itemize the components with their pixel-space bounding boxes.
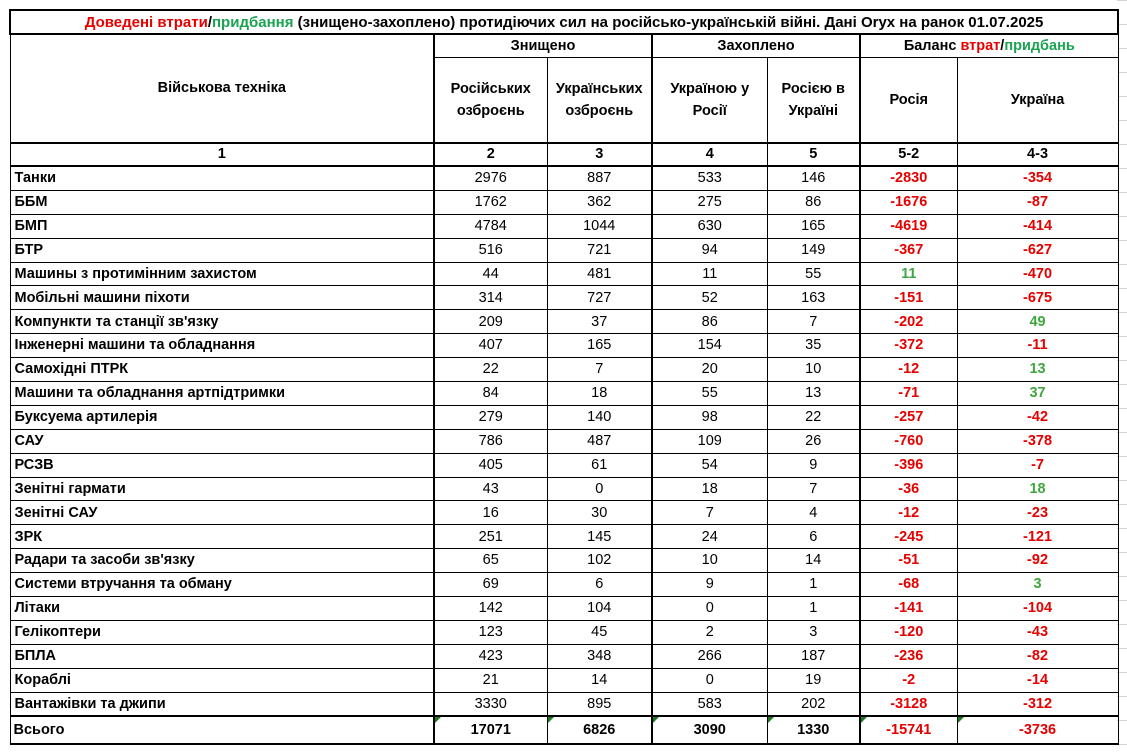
captured-by-ukraine: 275 [652, 190, 767, 214]
destroyed-russian: 44 [434, 262, 547, 286]
captured-by-russia: 6 [767, 525, 860, 549]
destroyed-ukrainian: 348 [547, 644, 652, 668]
destroyed-russian: 21 [434, 668, 547, 692]
destroyed-russian: 279 [434, 405, 547, 429]
balance-ukraine: -627 [957, 238, 1118, 262]
destroyed-russian: 69 [434, 573, 547, 597]
balance-ukraine: -7 [957, 453, 1118, 477]
destroyed-russian: 516 [434, 238, 547, 262]
balance-russia: -71 [860, 382, 957, 406]
destroyed-ukrainian: 30 [547, 501, 652, 525]
balance-russia: -1676 [860, 190, 957, 214]
destroyed-russian: 423 [434, 644, 547, 668]
destroyed-russian: 3330 [434, 692, 547, 716]
captured-by-ukraine: 154 [652, 334, 767, 358]
destroyed-russian: 786 [434, 429, 547, 453]
equipment-name: Зенітні САУ [10, 501, 434, 525]
destroyed-ukrainian: 165 [547, 334, 652, 358]
equipment-name: Самохідні ПТРК [10, 358, 434, 382]
balance-ukraine: -14 [957, 668, 1118, 692]
destroyed-ukrainian: 6 [547, 573, 652, 597]
captured-by-russia: 35 [767, 334, 860, 358]
destroyed-russian: 142 [434, 597, 547, 621]
destroyed-ukrainian: 6826 [547, 716, 652, 744]
captured-by-ukraine: 86 [652, 310, 767, 334]
balance-russia: -36 [860, 477, 957, 501]
balance-ukraine: 37 [957, 382, 1118, 406]
header-num-russia: 5-2 [860, 143, 957, 166]
balance-ukraine: 13 [957, 358, 1118, 382]
balance-russia: -120 [860, 620, 957, 644]
destroyed-ukrainian: 727 [547, 286, 652, 310]
equipment-name: Гелікоптери [10, 620, 434, 644]
destroyed-russian: 4784 [434, 214, 547, 238]
captured-by-russia: 163 [767, 286, 860, 310]
captured-by-russia: 3 [767, 620, 860, 644]
destroyed-russian: 251 [434, 525, 547, 549]
balance-acquisitions: придбань [1004, 37, 1075, 54]
balance-russia: -2830 [860, 166, 957, 190]
destroyed-ukrainian: 481 [547, 262, 652, 286]
balance-russia: -12 [860, 501, 957, 525]
captured-by-ukraine: 266 [652, 644, 767, 668]
balance-losses: втрат [960, 37, 1001, 54]
captured-by-russia: 149 [767, 238, 860, 262]
captured-by-ukraine: 9 [652, 573, 767, 597]
captured-by-russia: 19 [767, 668, 860, 692]
balance-russia: -257 [860, 405, 957, 429]
balance-russia: -202 [860, 310, 957, 334]
header-col2: Російських озброєнь [434, 58, 547, 144]
table-row [10, 525, 1118, 549]
captured-by-russia: 4 [767, 501, 860, 525]
table-title [10, 10, 1118, 34]
captured-by-ukraine: 2 [652, 620, 767, 644]
header-balance [860, 34, 1118, 58]
captured-by-russia: 1330 [767, 716, 860, 744]
balance-russia: -2 [860, 668, 957, 692]
losses-table [9, 9, 1119, 745]
table-row [10, 549, 1118, 573]
balance-russia: -151 [860, 286, 957, 310]
captured-by-russia: 14 [767, 549, 860, 573]
captured-by-ukraine: 98 [652, 405, 767, 429]
balance-ukraine: -23 [957, 501, 1118, 525]
captured-by-ukraine: 20 [652, 358, 767, 382]
balance-ukraine: -3736 [957, 716, 1118, 744]
destroyed-russian: 314 [434, 286, 547, 310]
captured-by-russia: 165 [767, 214, 860, 238]
equipment-name: БМП [10, 214, 434, 238]
balance-ukraine: -378 [957, 429, 1118, 453]
title-rest: (знищено-захоплено) протидіючих сил на російсько-українській війні. Дані Oryx на ранок 01.07.2025 [293, 13, 1044, 31]
destroyed-russian: 1762 [434, 190, 547, 214]
equipment-name: Літаки [10, 597, 434, 621]
balance-ukraine: -82 [957, 644, 1118, 668]
header-num4: 4 [652, 143, 767, 166]
balance-ukraine: 3 [957, 573, 1118, 597]
captured-by-russia: 10 [767, 358, 860, 382]
balance-russia: -245 [860, 525, 957, 549]
balance-russia: -4619 [860, 214, 957, 238]
equipment-name: Вантажівки та джипи [10, 692, 434, 716]
destroyed-russian: 65 [434, 549, 547, 573]
captured-by-ukraine: 24 [652, 525, 767, 549]
header-col-russia: Росія [860, 58, 957, 144]
table-row [10, 620, 1118, 644]
equipment-name: Компункти та станції зв'язку [10, 310, 434, 334]
destroyed-russian: 16 [434, 501, 547, 525]
captured-by-russia: 7 [767, 310, 860, 334]
equipment-name: Мобільні машини піхоти [10, 286, 434, 310]
destroyed-ukrainian: 14 [547, 668, 652, 692]
balance-russia: -68 [860, 573, 957, 597]
table-row [10, 453, 1118, 477]
balance-russia: -367 [860, 238, 957, 262]
destroyed-ukrainian: 140 [547, 405, 652, 429]
captured-by-ukraine: 55 [652, 382, 767, 406]
equipment-name: Буксуема артилерія [10, 405, 434, 429]
destroyed-ukrainian: 18 [547, 382, 652, 406]
balance-ukraine: -92 [957, 549, 1118, 573]
equipment-name: ЗРК [10, 525, 434, 549]
equipment-name: ББМ [10, 190, 434, 214]
header-num-ukraine: 4-3 [957, 143, 1118, 166]
table-row [10, 692, 1118, 716]
destroyed-ukrainian: 7 [547, 358, 652, 382]
captured-by-ukraine: 52 [652, 286, 767, 310]
captured-by-ukraine: 10 [652, 549, 767, 573]
title-losses: Доведені втрати [84, 13, 208, 31]
captured-by-ukraine: 7 [652, 501, 767, 525]
balance-russia: -236 [860, 644, 957, 668]
destroyed-russian: 43 [434, 477, 547, 501]
captured-by-ukraine: 18 [652, 477, 767, 501]
destroyed-ukrainian: 362 [547, 190, 652, 214]
captured-by-ukraine: 109 [652, 429, 767, 453]
table-row [10, 286, 1118, 310]
total-row [10, 716, 1118, 744]
captured-by-russia: 187 [767, 644, 860, 668]
header-col3: Українських озброєнь [547, 58, 652, 144]
equipment-name: Системи втручання та обману [10, 573, 434, 597]
captured-by-russia: 55 [767, 262, 860, 286]
balance-slash: / [1000, 37, 1005, 54]
balance-ukraine: -11 [957, 334, 1118, 358]
table-row [10, 405, 1118, 429]
destroyed-ukrainian: 887 [547, 166, 652, 190]
balance-ukraine: -121 [957, 525, 1118, 549]
captured-by-ukraine: 533 [652, 166, 767, 190]
captured-by-russia: 22 [767, 405, 860, 429]
balance-ukraine: -354 [957, 166, 1118, 190]
equipment-name: Радари та засоби зв'язку [10, 549, 434, 573]
balance-ukraine: 18 [957, 477, 1118, 501]
captured-by-ukraine: 94 [652, 238, 767, 262]
captured-by-ukraine: 0 [652, 668, 767, 692]
equipment-name: БТР [10, 238, 434, 262]
equipment-name: Кораблі [10, 668, 434, 692]
equipment-name: Танки [10, 166, 434, 190]
destroyed-ukrainian: 895 [547, 692, 652, 716]
balance-russia: 11 [860, 262, 957, 286]
header-col-ukraine: Україна [957, 58, 1118, 144]
captured-by-ukraine: 583 [652, 692, 767, 716]
destroyed-ukrainian: 61 [547, 453, 652, 477]
table-row [10, 644, 1118, 668]
table-row [10, 166, 1118, 190]
table-row [10, 573, 1118, 597]
captured-by-ukraine: 630 [652, 214, 767, 238]
balance-ukraine: -312 [957, 692, 1118, 716]
equipment-name: Всього [10, 716, 434, 744]
balance-ukraine: -470 [957, 262, 1118, 286]
header-num1: 1 [10, 143, 434, 166]
table-row [10, 358, 1118, 382]
destroyed-russian: 209 [434, 310, 547, 334]
balance-russia: -3128 [860, 692, 957, 716]
destroyed-ukrainian: 145 [547, 525, 652, 549]
destroyed-ukrainian: 1044 [547, 214, 652, 238]
captured-by-ukraine: 0 [652, 597, 767, 621]
destroyed-ukrainian: 0 [547, 477, 652, 501]
table-row [10, 190, 1118, 214]
equipment-name: Машини та обладнання артпідтримки [10, 382, 434, 406]
balance-ukraine: -675 [957, 286, 1118, 310]
table-row [10, 262, 1118, 286]
destroyed-russian: 405 [434, 453, 547, 477]
table-row [10, 238, 1118, 262]
destroyed-ukrainian: 37 [547, 310, 652, 334]
table-row [10, 334, 1118, 358]
balance-ukraine: 49 [957, 310, 1118, 334]
captured-by-russia: 1 [767, 597, 860, 621]
destroyed-russian: 407 [434, 334, 547, 358]
destroyed-ukrainian: 45 [547, 620, 652, 644]
header-captured: Захоплено [652, 34, 860, 58]
equipment-name: Машины з протимінним захистом [10, 262, 434, 286]
balance-russia: -15741 [860, 716, 957, 744]
balance-prefix: Баланс [903, 37, 961, 54]
captured-by-russia: 86 [767, 190, 860, 214]
table-row [10, 668, 1118, 692]
header-col5: Росією в Україні [767, 58, 860, 144]
equipment-name: БПЛА [10, 644, 434, 668]
balance-russia: -372 [860, 334, 957, 358]
destroyed-russian: 17071 [434, 716, 547, 744]
title-acquisitions: придбання [212, 13, 294, 31]
balance-russia: -51 [860, 549, 957, 573]
balance-ukraine: -104 [957, 597, 1118, 621]
captured-by-russia: 9 [767, 453, 860, 477]
destroyed-ukrainian: 102 [547, 549, 652, 573]
captured-by-ukraine: 54 [652, 453, 767, 477]
captured-by-russia: 1 [767, 573, 860, 597]
destroyed-ukrainian: 104 [547, 597, 652, 621]
header-destroyed: Знищено [434, 34, 652, 58]
header-col4: Україною у Росії [652, 58, 767, 144]
header-num2: 2 [434, 143, 547, 166]
captured-by-russia: 26 [767, 429, 860, 453]
balance-ukraine: -414 [957, 214, 1118, 238]
balance-russia: -760 [860, 429, 957, 453]
table-row [10, 429, 1118, 453]
destroyed-ukrainian: 487 [547, 429, 652, 453]
table-row [10, 310, 1118, 334]
table-row [10, 382, 1118, 406]
table-row [10, 501, 1118, 525]
equipment-name: РСЗВ [10, 453, 434, 477]
destroyed-russian: 123 [434, 620, 547, 644]
balance-russia: -12 [860, 358, 957, 382]
equipment-name: Зенітні гармати [10, 477, 434, 501]
table-row [10, 597, 1118, 621]
destroyed-ukrainian: 721 [547, 238, 652, 262]
balance-ukraine: -42 [957, 405, 1118, 429]
table-row [10, 214, 1118, 238]
title-slash: / [207, 13, 212, 31]
balance-ukraine: -43 [957, 620, 1118, 644]
captured-by-russia: 13 [767, 382, 860, 406]
header-num5: 5 [767, 143, 860, 166]
balance-russia: -396 [860, 453, 957, 477]
captured-by-ukraine: 3090 [652, 716, 767, 744]
balance-ukraine: -87 [957, 190, 1118, 214]
captured-by-russia: 7 [767, 477, 860, 501]
destroyed-russian: 22 [434, 358, 547, 382]
equipment-name: Інженерні машини та обладнання [10, 334, 434, 358]
header-equipment: Військова техніка [10, 34, 434, 143]
table-row [10, 477, 1118, 501]
captured-by-ukraine: 11 [652, 262, 767, 286]
header-num3: 3 [547, 143, 652, 166]
captured-by-russia: 202 [767, 692, 860, 716]
balance-russia: -141 [860, 597, 957, 621]
captured-by-russia: 146 [767, 166, 860, 190]
destroyed-russian: 2976 [434, 166, 547, 190]
equipment-name: САУ [10, 429, 434, 453]
destroyed-russian: 84 [434, 382, 547, 406]
